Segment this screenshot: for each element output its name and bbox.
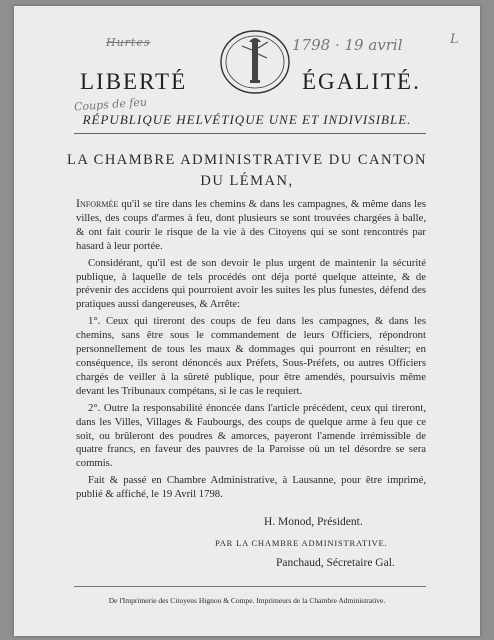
handwritten-side-note: Coups de feu [73,95,148,114]
signature-by-chamber: PAR LA CHAMBRE ADMINISTRATIVE. [215,538,388,548]
paragraph-article-1: 1°. Ceux qui tireront des coups de feu dans les campagnes, & dans les chemins, sans être sous le commandement de leurs Officiers, répondront personnellement de tous les maux & dommages qui pourront en résulter; en conséquence, ils seront dénoncés aux Préfets, Sous-Préfets, ou autres Officiers chargés de veiller à la sûreté publique, pour être amendés, poursuivis même devant les Tribunaux compétans, si le cas le requiert. [76,315,426,397]
title-line-2: DU LÉMAN, [200,173,294,189]
paragraph-lead-word: Informée [76,196,119,210]
seal-emblem-icon [218,28,292,96]
motto-liberte: LIBERTÉ [80,69,188,94]
title-line-1: LA CHAMBRE ADMINISTRATIVE DU CANTON [67,152,427,168]
decree-body [76,197,426,505]
paragraph-informee [76,197,426,254]
handwritten-note-top-left: Hurtes [106,36,151,49]
signature-president: H. Monod, Président. [264,516,363,528]
handwritten-corner-mark: L [450,32,459,47]
paragraph-informee-text: qu'il se tire dans les chemins & dans les campagnes, & même dans les villes, des coups d'armes à feu, dont plusieurs se sont trouvées chargées à balle, & ont fait courir le risque de la vie à des Citoyens qui se sont rencontrés par hasard à leur portée. [76,198,426,252]
header-divider [74,133,426,134]
document-sheet [14,6,480,636]
printer-imprint: De l'Imprimerie des Citoyens Hignou & Compe. Imprimeurs de la Chambre Administrative. [108,596,386,605]
handwritten-date: 1798 · 19 avril [292,36,403,54]
signature-secretary: Panchaud, Sécretaire Gal. [276,557,395,569]
motto-egalite: ÉGALITÉ. [302,69,421,94]
paragraph-fait-passe: Fait & passé en Chambre Administrative, à Lausanne, pour être imprimé, publié & affiché, le 19 Avril 1798. [76,474,426,501]
paragraph-considerant: Considérant, qu'il est de son devoir le plus urgent de maintenir la sécurité publique, à laquelle de tels procédés ont déja porté quelque atteinte, & de prévenir des accidens qui pourroient avoir les suites les plus funestes, défend des pratiques aussi dangereuses, & Arrête: [76,256,426,311]
paragraph-article-2: 2°. Outre la responsabilité énoncée dans l'article précédent, ceux qui tireront, dans les Villes, Villages & Faubourgs, des coups de quelque arme à feu que ce soit, ou brûleront des poudres & amorces, payeront l'amende irrémissible de quatre francs, en faveur des pauvres de la Paroisse où un tel désordre se sera commis. [76,401,426,470]
republic-subtitle: RÉPUBLIQUE HELVÉTIQUE UNE ET INDIVISIBLE. [82,112,412,127]
footer-divider [74,586,426,587]
